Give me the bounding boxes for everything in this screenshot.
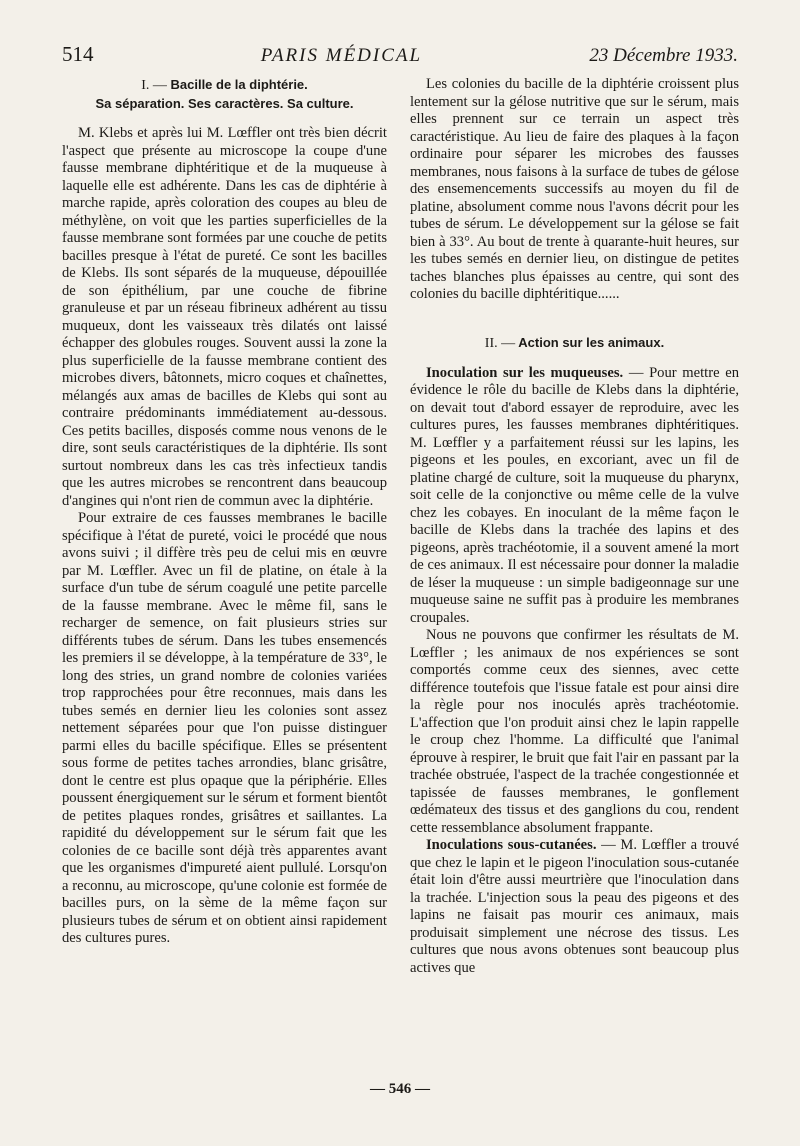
journal-title: PARIS MÉDICAL: [260, 45, 423, 66]
run-in-heading: Inoculations sous-cutanées.: [426, 837, 597, 853]
section-heading: [410, 334, 739, 353]
paragraph: Pour extraire de ces fausses membranes le bacille spécifique à l'état de pureté, voici le procédé que nous avons suivi ; il diffère très peu de celui mis en œuvre par M. Lœffler. Avec un fil de platine, on étale à la surface d'un tube de sérum coagulé une petite parcelle de la fausse membrane. Avec le même fil, sans le recharger de semence, on fait plusieurs stries sur différents tubes de sérum. Dans les tubes ensemencés les premiers il se développe, à la température de 33°, le long des stries, un grand nombre de colonies variées trop rapprochées pour être reconnues, mais dans les tubes semés en dernier lieu les colonies sont assez nettement séparées pour que l'on puisse distinguer parmi elles du bacille spécifique. Elles se présentent sous forme de petites taches arrondies, blanc grisâtre, dont le centre est plus opaque que la périphérie. Elles poussent énergiquement sur le sérum et forment bientôt de petites plaques rondes, grisâtres et saillantes. La rapidité du développement sur le sérum fait que les colonies de ce bacille sont déjà très apparentes avant que les organismes d'impureté aient pullulé. Lorsqu'on a reconnu, au microscope, qu'une colonie est formée de bacilles purs, on la sème de la même façon sur plusieurs tubes de sérum et on obtient ainsi rapidement des cultures pures.: [62, 510, 387, 946]
paragraph: M. Klebs et après lui M. Lœffler ont très bien décrit l'aspect que présente au microscope la coupe d'une fausse membrane diphtéritique et de la muqueuse à laquelle elle est adhérente. Dans les cas de diphtérie à marche rapide, après coloration des coupes au bleu de méthylène, on voit que les parties superficielles de la fausse membrane sont formées par une couche de petits bacilles presque à l'état de pureté. Ce sont les bacilles de Klebs. Ils sont séparés de la muqueuse, dépouillée de son épithélium, par une couche de fibrine granuleuse et par un réseau fibrineux adhérent au tissu muqueux, dont les vaisseaux très dilatés ont laissé échapper des globules rouges. Souvent aussi la zone la plus superficielle de la fausse membrane contient des microbes divers, bâtonnets, micro coques et chaînettes, mélangés aux amas de bacilles de Klebs qui sont au contraire prédominants immédiatement au-dessous. Ces petits bacilles, disposés comme nous venons de le dire, sont seuls caractéristiques de la diphtérie. Ils sont surtout nombreux dans les cas très infectieux tandis que les autres microbes se rencontrent dans beaucoup d'angines qui n'ont rien de commun avec la diphtérie.: [62, 125, 387, 509]
run-in-heading: Inoculation sur les muqueuses.: [426, 364, 624, 381]
section-number: I. —: [141, 78, 167, 93]
issue-date: 23 Décembre 1933.: [589, 45, 738, 66]
section-subtitle: Sa séparation. Ses caractères. Sa culture.: [95, 96, 354, 111]
section-heading: [62, 76, 387, 95]
paragraph-text: — M. Lœffler a trouvé que chez le lapin et le pigeon l'inoculation sous-cutanée était loin d'être aussi meurtrière que l'inoculation dans la trachée. L'injection sous la peau des pigeons et des lapins ne faisait pas mourir ces animaux, mais produisait simplement une nécrose des tissus. Les cultures que nous avons obtenues sont beaucoup plus actives que: [410, 837, 739, 976]
section-title: Action sur les animaux.: [518, 334, 665, 350]
page-footer-number: — 546 —: [370, 1081, 430, 1097]
right-column: [410, 76, 739, 977]
left-column: [62, 76, 387, 948]
paragraph: Les colonies du bacille de la diphtérie croissent plus lentement sur la gélose nutritive que sur le sérum, mais elles prennent sur ce terrain un aspect très caractéristique. Au lieu de faire des plaques à la façon ordinaire pour séparer les microbes des fausses membranes, nous faisons à la surface de tubes de gélose des ensemencements successifs au moyen du fil de platine, absolument comme nous l'avons décrit pour les tubes de sérum. Le développement sur la gélose se fait bien à 33°. Au bout de trente à quarante-huit heures, sur les tubes semés en dernier lieu, on distingue de petites taches blanches plus épaisses au centre, qui sont des colonies du bacille diphtéritique......: [410, 76, 739, 302]
paragraph: Nous ne pouvons que confirmer les résultats de M. Lœffler ; les animaux de nos expériences se sont comportés comme ceux des siennes, avec cette différence toutefois que l'issue fatale est pour ainsi dire la règle pour nos inoculés après trachéotomie. L'affection que l'on produit ainsi chez le lapin rappelle le croup chez l'homme. La difficulté que l'animal éprouve à respirer, le bruit que fait l'air en passant par la trachée obstruée, l'aspect de la trachée congestionnée et tapissée de fausses membranes, le gonflement œdémateux des tissus et des ganglions du cou, rendent cette ressemblance absolument frappante.: [410, 627, 739, 836]
page-number: 514: [62, 42, 94, 66]
section-title: Bacille de la diphtérie.: [170, 77, 308, 92]
section-number: II. —: [484, 335, 516, 351]
paragraph: [410, 837, 739, 977]
running-header: [62, 42, 738, 70]
paragraph-text: — Pour mettre en évidence le rôle du bacille de Klebs dans la diphtérie, on devait tout d'abord essayer de reproduire, avec les cultures pures, les fausses membranes diphtéritiques. M. Lœffler y a parfaitement réussi sur les lapins, les pigeons et les poules, en excoriant, avec un fil de platine chargé de culture, soit la muqueuse du pharynx, soit celle de la conjonctive ou même celle de la vulve chez les cobayes. En inoculant de la même façon le bacille de Klebs dans la trachée des lapins et des pigeons, après trachéotomie, il a souvent amené la mort de ces animaux. Il est nécessaire pour donner la maladie de léser la muqueuse : un simple badigeonnage sur une muqueuse saine ne suffit pas à produire les membranes croupales.: [410, 364, 739, 626]
paragraph: [410, 365, 739, 628]
